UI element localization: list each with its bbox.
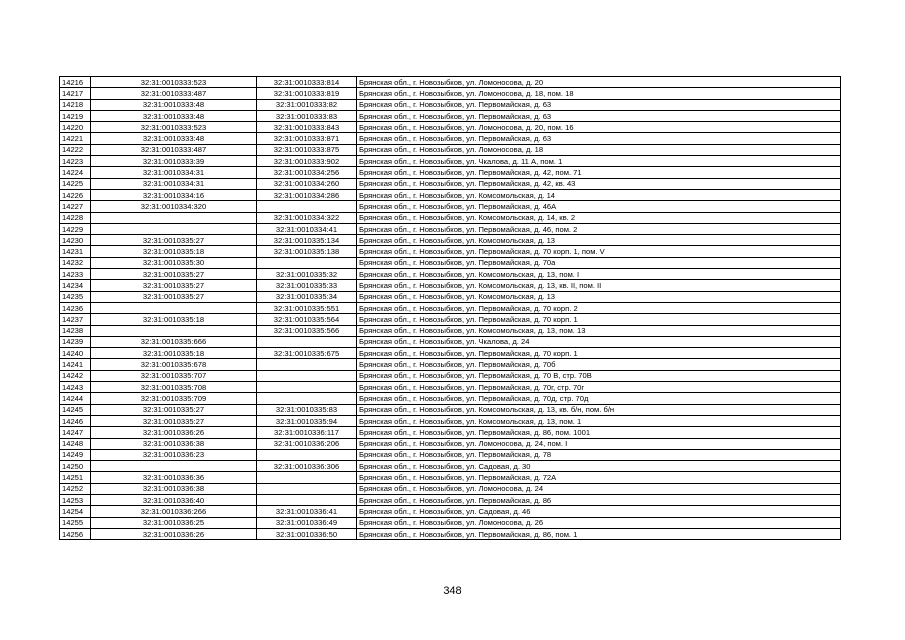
object-number-cell: 32:31:0010334:256 <box>257 167 357 178</box>
parcel-number-cell: 32:31:0010335:27 <box>91 404 257 415</box>
row-number-cell: 14251 <box>60 472 91 483</box>
row-number-cell: 14256 <box>60 528 91 539</box>
address-cell: Брянская обл., г. Новозыбков, ул. Первомайская, д. 70г, стр. 70г <box>357 382 841 393</box>
address-cell: Брянская обл., г. Новозыбков, ул. Комсомольская, д. 13, кв. II, пом. II <box>357 280 841 291</box>
parcel-number-cell: 32:31:0010333:487 <box>91 88 257 99</box>
address-cell: Брянская обл., г. Новозыбков, ул. Первомайская, д. 70 В, стр. 70В <box>357 370 841 381</box>
row-number-cell: 14249 <box>60 449 91 460</box>
object-number-cell: 32:31:0010333:814 <box>257 77 357 88</box>
table-row <box>60 336 841 347</box>
table-row <box>60 212 841 223</box>
parcel-number-cell: 32:31:0010333:39 <box>91 156 257 167</box>
table-row <box>60 393 841 404</box>
parcel-number-cell: 32:31:0010333:523 <box>91 77 257 88</box>
object-number-cell <box>257 483 357 494</box>
parcel-number-cell: 32:31:0010335:30 <box>91 257 257 268</box>
row-number-cell: 14244 <box>60 393 91 404</box>
address-cell: Брянская обл., г. Новозыбков, ул. Ломоносова, д. 24 <box>357 483 841 494</box>
address-cell: Брянская обл., г. Новозыбков, ул. Садовая, д. 46 <box>357 506 841 517</box>
parcel-number-cell: 32:31:0010336:23 <box>91 449 257 460</box>
object-number-cell <box>257 370 357 381</box>
row-number-cell: 14240 <box>60 348 91 359</box>
object-number-cell: 32:31:0010335:83 <box>257 404 357 415</box>
row-number-cell: 14242 <box>60 370 91 381</box>
row-number-cell: 14224 <box>60 167 91 178</box>
table-row <box>60 517 841 528</box>
address-cell: Брянская обл., г. Новозыбков, ул. Комсомольская, д. 13, кв. б/н, пом. б/н <box>357 404 841 415</box>
object-number-cell: 32:31:0010335:134 <box>257 235 357 246</box>
parcel-number-cell: 32:31:0010335:27 <box>91 415 257 426</box>
address-cell: Брянская обл., г. Новозыбков, ул. Первомайская, д. 70 корп. 1 <box>357 314 841 325</box>
object-number-cell: 32:31:0010335:551 <box>257 302 357 313</box>
address-cell: Брянская обл., г. Новозыбков, ул. Ломоносова, д. 18 <box>357 144 841 155</box>
row-number-cell: 14220 <box>60 122 91 133</box>
object-number-cell <box>257 472 357 483</box>
table-row <box>60 269 841 280</box>
registry-table <box>59 76 841 540</box>
address-cell: Брянская обл., г. Новозыбков, ул. Чкалова, д. 24 <box>357 336 841 347</box>
parcel-number-cell: 32:31:0010335:18 <box>91 314 257 325</box>
table-row <box>60 302 841 313</box>
row-number-cell: 14234 <box>60 280 91 291</box>
object-number-cell: 32:31:0010335:94 <box>257 415 357 426</box>
row-number-cell: 14253 <box>60 494 91 505</box>
address-cell: Брянская обл., г. Новозыбков, ул. Ломоносова, д. 18, пом. 18 <box>357 88 841 99</box>
address-cell: Брянская обл., г. Новозыбков, ул. Первомайская, д. 70а <box>357 257 841 268</box>
address-cell: Брянская обл., г. Новозыбков, ул. Ломоносова, д. 20, пом. 16 <box>357 122 841 133</box>
table-row <box>60 156 841 167</box>
parcel-number-cell: 32:31:0010336:38 <box>91 483 257 494</box>
object-number-cell: 32:31:0010333:819 <box>257 88 357 99</box>
row-number-cell: 14231 <box>60 246 91 257</box>
address-cell: Брянская обл., г. Новозыбков, ул. Первомайская, д. 70 корп. 1, пом. V <box>357 246 841 257</box>
row-number-cell: 14219 <box>60 110 91 121</box>
row-number-cell: 14221 <box>60 133 91 144</box>
table-row <box>60 110 841 121</box>
table-row <box>60 201 841 212</box>
parcel-number-cell: 32:31:0010335:27 <box>91 280 257 291</box>
table-row <box>60 223 841 234</box>
table-row <box>60 427 841 438</box>
object-number-cell: 32:31:0010336:50 <box>257 528 357 539</box>
parcel-number-cell: 32:31:0010334:31 <box>91 178 257 189</box>
parcel-number-cell: 32:31:0010333:487 <box>91 144 257 155</box>
parcel-number-cell: 32:31:0010333:48 <box>91 133 257 144</box>
parcel-number-cell <box>91 302 257 313</box>
row-number-cell: 14255 <box>60 517 91 528</box>
address-cell: Брянская обл., г. Новозыбков, ул. Комсомольская, д. 13 <box>357 235 841 246</box>
table-row <box>60 506 841 517</box>
address-cell: Брянская обл., г. Новозыбков, ул. Первомайская, д. 86 <box>357 494 841 505</box>
table-row <box>60 167 841 178</box>
address-cell: Брянская обл., г. Новозыбков, ул. Первомайская, д. 46, пом. 2 <box>357 223 841 234</box>
object-number-cell <box>257 201 357 212</box>
row-number-cell: 14229 <box>60 223 91 234</box>
object-number-cell: 32:31:0010336:206 <box>257 438 357 449</box>
table-row <box>60 99 841 110</box>
table-row <box>60 144 841 155</box>
parcel-number-cell: 32:31:0010336:36 <box>91 472 257 483</box>
table-row <box>60 483 841 494</box>
address-cell: Брянская обл., г. Новозыбков, ул. Первомайская, д. 42, пом. 71 <box>357 167 841 178</box>
object-number-cell: 32:31:0010335:675 <box>257 348 357 359</box>
row-number-cell: 14230 <box>60 235 91 246</box>
address-cell: Брянская обл., г. Новозыбков, ул. Комсомольская, д. 14 <box>357 189 841 200</box>
parcel-number-cell <box>91 223 257 234</box>
table-row <box>60 472 841 483</box>
parcel-number-cell <box>91 325 257 336</box>
address-cell: Брянская обл., г. Новозыбков, ул. Первомайская, д. 46А <box>357 201 841 212</box>
object-number-cell: 32:31:0010333:902 <box>257 156 357 167</box>
object-number-cell <box>257 449 357 460</box>
table-row <box>60 88 841 99</box>
object-number-cell: 32:31:0010333:875 <box>257 144 357 155</box>
address-cell: Брянская обл., г. Новозыбков, ул. Первомайская, д. 70д, стр. 70д <box>357 393 841 404</box>
parcel-number-cell: 32:31:0010335:27 <box>91 269 257 280</box>
parcel-number-cell: 32:31:0010334:320 <box>91 201 257 212</box>
parcel-number-cell: 32:31:0010335:666 <box>91 336 257 347</box>
object-number-cell: 32:31:0010336:41 <box>257 506 357 517</box>
row-number-cell: 14233 <box>60 269 91 280</box>
table-row <box>60 449 841 460</box>
address-cell: Брянская обл., г. Новозыбков, ул. Ломоносова, д. 20 <box>357 77 841 88</box>
object-number-cell <box>257 336 357 347</box>
row-number-cell: 14228 <box>60 212 91 223</box>
parcel-number-cell: 32:31:0010335:18 <box>91 348 257 359</box>
parcel-number-cell <box>91 212 257 223</box>
parcel-number-cell: 32:31:0010335:27 <box>91 291 257 302</box>
table-row <box>60 404 841 415</box>
row-number-cell: 14248 <box>60 438 91 449</box>
row-number-cell: 14223 <box>60 156 91 167</box>
address-cell: Брянская обл., г. Новозыбков, ул. Первомайская, д. 86, пом. 1 <box>357 528 841 539</box>
page-number: 348 <box>443 585 462 597</box>
table-row <box>60 257 841 268</box>
address-cell: Брянская обл., г. Новозыбков, ул. Первомайская, д. 63 <box>357 133 841 144</box>
parcel-number-cell: 32:31:0010334:16 <box>91 189 257 200</box>
row-number-cell: 14245 <box>60 404 91 415</box>
address-cell: Брянская обл., г. Новозыбков, ул. Первомайская, д. 70 корп. 1 <box>357 348 841 359</box>
object-number-cell: 32:31:0010334:286 <box>257 189 357 200</box>
address-cell: Брянская обл., г. Новозыбков, ул. Чкалова, д. 11 А, пом. 1 <box>357 156 841 167</box>
address-cell: Брянская обл., г. Новозыбков, ул. Первомайская, д. 70 корп. 2 <box>357 302 841 313</box>
parcel-number-cell: 32:31:0010336:26 <box>91 427 257 438</box>
object-number-cell: 32:31:0010334:41 <box>257 223 357 234</box>
table-row <box>60 235 841 246</box>
parcel-number-cell: 32:31:0010335:678 <box>91 359 257 370</box>
row-number-cell: 14218 <box>60 99 91 110</box>
row-number-cell: 14225 <box>60 178 91 189</box>
table-row <box>60 415 841 426</box>
address-cell: Брянская обл., г. Новозыбков, ул. Комсомольская, д. 14, кв. 2 <box>357 212 841 223</box>
row-number-cell: 14216 <box>60 77 91 88</box>
row-number-cell: 14237 <box>60 314 91 325</box>
address-cell: Брянская обл., г. Новозыбков, ул. Первомайская, д. 86, пом. 1001 <box>357 427 841 438</box>
table-row <box>60 133 841 144</box>
table-row <box>60 246 841 257</box>
table-row <box>60 348 841 359</box>
table-row <box>60 359 841 370</box>
parcel-number-cell: 32:31:0010334:31 <box>91 167 257 178</box>
address-cell: Брянская обл., г. Новозыбков, ул. Комсомольская, д. 13, пом. I <box>357 269 841 280</box>
address-cell: Брянская обл., г. Новозыбков, ул. Садовая, д. 30 <box>357 461 841 472</box>
address-cell: Брянская обл., г. Новозыбков, ул. Первомайская, д. 63 <box>357 99 841 110</box>
table-row <box>60 178 841 189</box>
address-cell: Брянская обл., г. Новозыбков, ул. Первомайская, д. 63 <box>357 110 841 121</box>
table-row <box>60 325 841 336</box>
object-number-cell: 32:31:0010335:138 <box>257 246 357 257</box>
object-number-cell: 32:31:0010336:49 <box>257 517 357 528</box>
table-row <box>60 189 841 200</box>
parcel-number-cell: 32:31:0010333:523 <box>91 122 257 133</box>
row-number-cell: 14222 <box>60 144 91 155</box>
address-cell: Брянская обл., г. Новозыбков, ул. Комсомольская, д. 13 <box>357 291 841 302</box>
registry-table-body <box>60 77 841 540</box>
object-number-cell: 32:31:0010333:871 <box>257 133 357 144</box>
object-number-cell: 32:31:0010336:117 <box>257 427 357 438</box>
table-row <box>60 280 841 291</box>
row-number-cell: 14246 <box>60 415 91 426</box>
address-cell: Брянская обл., г. Новозыбков, ул. Ломоносова, д. 26 <box>357 517 841 528</box>
row-number-cell: 14217 <box>60 88 91 99</box>
table-row <box>60 370 841 381</box>
object-number-cell <box>257 393 357 404</box>
table-row <box>60 77 841 88</box>
address-cell: Брянская обл., г. Новозыбков, ул. Первомайская, д. 72А <box>357 472 841 483</box>
parcel-number-cell: 32:31:0010335:18 <box>91 246 257 257</box>
row-number-cell: 14232 <box>60 257 91 268</box>
row-number-cell: 14243 <box>60 382 91 393</box>
parcel-number-cell <box>91 461 257 472</box>
parcel-number-cell: 32:31:0010336:40 <box>91 494 257 505</box>
parcel-number-cell: 32:31:0010336:38 <box>91 438 257 449</box>
parcel-number-cell: 32:31:0010335:707 <box>91 370 257 381</box>
object-number-cell: 32:31:0010333:83 <box>257 110 357 121</box>
object-number-cell: 32:31:0010335:564 <box>257 314 357 325</box>
row-number-cell: 14239 <box>60 336 91 347</box>
address-cell: Брянская обл., г. Новозыбков, ул. Первомайская, д. 70б <box>357 359 841 370</box>
object-number-cell: 32:31:0010335:34 <box>257 291 357 302</box>
object-number-cell <box>257 359 357 370</box>
table-row <box>60 314 841 325</box>
object-number-cell: 32:31:0010334:260 <box>257 178 357 189</box>
row-number-cell: 14254 <box>60 506 91 517</box>
parcel-number-cell: 32:31:0010335:27 <box>91 235 257 246</box>
row-number-cell: 14252 <box>60 483 91 494</box>
object-number-cell: 32:31:0010333:82 <box>257 99 357 110</box>
address-cell: Брянская обл., г. Новозыбков, ул. Ломоносова, д. 24, пом. I <box>357 438 841 449</box>
row-number-cell: 14247 <box>60 427 91 438</box>
table-row <box>60 291 841 302</box>
object-number-cell <box>257 494 357 505</box>
parcel-number-cell: 32:31:0010336:26 <box>91 528 257 539</box>
object-number-cell <box>257 382 357 393</box>
address-cell: Брянская обл., г. Новозыбков, ул. Первомайская, д. 42, кв. 43 <box>357 178 841 189</box>
address-cell: Брянская обл., г. Новозыбков, ул. Первомайская, д. 78 <box>357 449 841 460</box>
table-row <box>60 461 841 472</box>
parcel-number-cell: 32:31:0010333:48 <box>91 99 257 110</box>
object-number-cell: 32:31:0010334:322 <box>257 212 357 223</box>
row-number-cell: 14227 <box>60 201 91 212</box>
table-row <box>60 122 841 133</box>
address-cell: Брянская обл., г. Новозыбков, ул. Комсомольская, д. 13, пом. 13 <box>357 325 841 336</box>
object-number-cell: 32:31:0010335:33 <box>257 280 357 291</box>
parcel-number-cell: 32:31:0010333:48 <box>91 110 257 121</box>
address-cell: Брянская обл., г. Новозыбков, ул. Комсомольская, д. 13, пом. 1 <box>357 415 841 426</box>
parcel-number-cell: 32:31:0010335:708 <box>91 382 257 393</box>
row-number-cell: 14236 <box>60 302 91 313</box>
table-row <box>60 438 841 449</box>
row-number-cell: 14238 <box>60 325 91 336</box>
parcel-number-cell: 32:31:0010335:709 <box>91 393 257 404</box>
row-number-cell: 14226 <box>60 189 91 200</box>
row-number-cell: 14250 <box>60 461 91 472</box>
table-row <box>60 528 841 539</box>
table-row <box>60 382 841 393</box>
object-number-cell: 32:31:0010335:32 <box>257 269 357 280</box>
row-number-cell: 14235 <box>60 291 91 302</box>
object-number-cell: 32:31:0010336:306 <box>257 461 357 472</box>
table-row <box>60 494 841 505</box>
object-number-cell: 32:31:0010335:566 <box>257 325 357 336</box>
object-number-cell <box>257 257 357 268</box>
parcel-number-cell: 32:31:0010336:266 <box>91 506 257 517</box>
row-number-cell: 14241 <box>60 359 91 370</box>
object-number-cell: 32:31:0010333:843 <box>257 122 357 133</box>
parcel-number-cell: 32:31:0010336:25 <box>91 517 257 528</box>
